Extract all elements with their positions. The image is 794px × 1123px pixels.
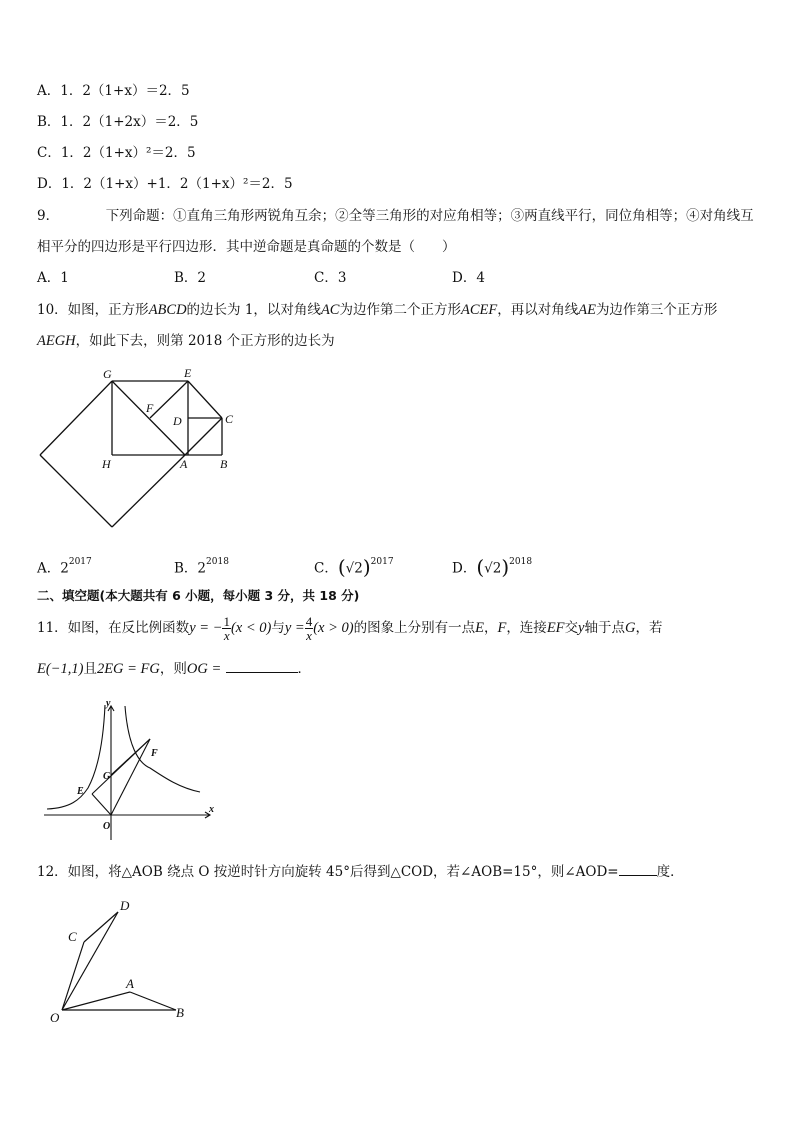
q11-text-2: 与 [271,620,285,636]
q10-text-5: 为边作第三个正方形 [595,302,718,318]
q10-var-ae: AE [578,302,596,318]
q10-label-b: B [220,457,228,471]
q9-number: 9． [37,208,60,224]
q12-label-d: D [120,898,130,913]
q10-text-1: 10．如图，正方形 [37,302,149,318]
q11-line2: E(−1,1)且2EG = FG，则OG = ． [37,658,311,679]
q9-option-b: B．2 [174,270,207,286]
q12-label-o: O [50,1010,60,1025]
q8-option-d: D．1．2（1+x）+1．2（1+x）²＝2．5 [37,176,293,192]
q9-line2: 相平分的四边形是平行四边形．其中逆命题是真命题的个数是（ ） [37,239,456,255]
q11-og: OG = [186,661,222,677]
q9-text1: 下列命题：①直角三角形两锐角互余；②全等三角形的对应角相等；③两直线平行，同位角相等；④对角线互 [105,208,754,224]
q10-var-aegh: AEGH [37,333,76,349]
q10-var-ac: AC [320,302,340,318]
q12-label-b: B [176,1005,184,1020]
q11-label-o: O [103,821,111,832]
q11-frac2: $\frac{4}{x}$ [305,614,313,643]
q11-domain1: (x < 0) [230,620,272,636]
q11-frac1: $\frac{1}{x}$ [223,614,230,643]
q10-text-6: ，如此下去，则第 2018 个正方形的边长为 [75,333,335,349]
q10-option-d: D．$(√2)^{2018}$ [452,554,533,579]
q11-domain2: (x > 0) [313,620,354,636]
q11-condition-e: E(−1,1) [37,661,84,677]
q10-text-2: 的边长为 1，以对角线 [186,302,321,318]
q10-option-a: A．$2^{2017}$ [37,557,92,577]
q10-label-a: A [180,457,188,471]
q10-label-h: H [102,457,111,471]
q11-text-3: 的图象上分别有一点 [353,620,476,636]
q10-label-c: C [225,412,234,426]
q12-label-a: A [126,976,134,991]
q12-text-before: 12．如图，将△AOB 绕点 O 按逆时针方向旋转 45°后得到△COD，若∠AOB=15°，则∠AOD= [37,864,619,880]
q10-var-abcd: ABCD [148,302,187,318]
q11-line1: 11．如图，在反比例函数y = − $\frac{1}{x}$ (x < 0)与y = $\frac{4}{x}$ (x > 0)的图象上分别有一点E，F，连接EF交y轴于点G，若 [37,614,663,643]
q9-option-c: C．3 [314,270,347,286]
q11-label-f: F [151,748,158,759]
q10-option-b: B．$2^{2018}$ [174,557,229,577]
q11-condition-eg: 2EG = FG [96,661,160,677]
q12-text-after: 度． [656,864,684,880]
q9-option-d: D．4 [452,270,485,286]
q11-label-e: E [77,786,84,797]
section-heading: 二、填空题(本大题共有 6 小题，每小题 3 分，共 18 分) [37,588,360,603]
q11-label-x: x [209,804,214,815]
q10-text-4: ，再以对角线 [497,302,579,318]
q11-func2: y = [284,620,305,636]
q10-option-c: C．$(√2)^{2017}$ [314,554,394,579]
q8-option-a: A．1．2（1+x）＝2．5 [37,83,190,99]
q11-text-1: 11．如图，在反比例函数 [37,620,190,636]
q10-label-e: E [184,366,192,380]
q12-label-c: C [68,929,77,944]
q10-label-d: D [173,414,182,428]
q10-label-f: F [146,401,154,415]
q11-func1: y = − [189,620,223,636]
q9-option-a: A．1 [37,270,69,286]
q10-text-3: 为边作第二个正方形 [339,302,461,318]
q10-var-acef: ACEF [460,302,498,318]
q8-option-b: B．1．2（1+2x）＝2．5 [37,114,199,130]
q10-label-g: G [103,367,112,381]
q11-label-g: G [103,771,111,782]
q8-option-c: C．1．2（1+x）²＝2．5 [37,145,196,161]
q11-label-y: y [106,698,111,709]
